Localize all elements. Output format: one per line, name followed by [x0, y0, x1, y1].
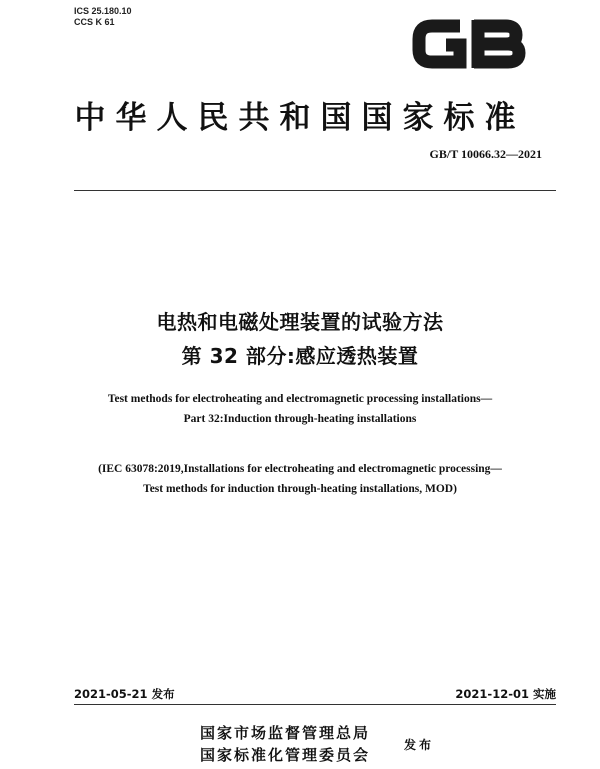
chinese-title-line2: 第 32 部分:感应透热装置 — [181, 344, 419, 368]
gb-logo-text: GB — [467, 71, 471, 73]
gb-logo-letter-b — [474, 20, 519, 68]
publish-date: 2021-05-21 发布 — [74, 687, 175, 701]
standard-number: GB/T 10066.32—2021 — [429, 147, 542, 161]
gb-logo-letter-g — [419, 26, 460, 62]
ics-code: ICS 25.180.10 — [74, 6, 132, 16]
implement-date: 2021-12-01 实施 — [455, 687, 556, 701]
publisher-sac: 国家标准化管理委员会 — [200, 746, 371, 764]
publisher-samr: 国家市场监督管理总局 — [200, 724, 371, 742]
issue-label: 发布 — [404, 738, 435, 752]
bottom-divider — [74, 704, 556, 705]
english-title-line2: Part 32:Induction through-heating installations — [183, 413, 417, 425]
standard-title: 中华人民共和国国家标准 — [74, 100, 526, 136]
gb-logo — [410, 14, 528, 74]
chinese-title-line1: 电热和电磁处理装置的试验方法 — [156, 310, 444, 334]
equivalence-line2: Test methods for induction through-heating installations, MOD) — [143, 483, 457, 495]
equivalence-line1: (IEC 63078:2019,Installations for electroheating and electromagnetic processing— — [98, 463, 502, 475]
ccs-code: CCS K 61 — [74, 17, 115, 27]
english-title-line1: Test methods for electroheating and electromagnetic processing installations— — [107, 393, 493, 405]
top-divider — [74, 190, 556, 191]
